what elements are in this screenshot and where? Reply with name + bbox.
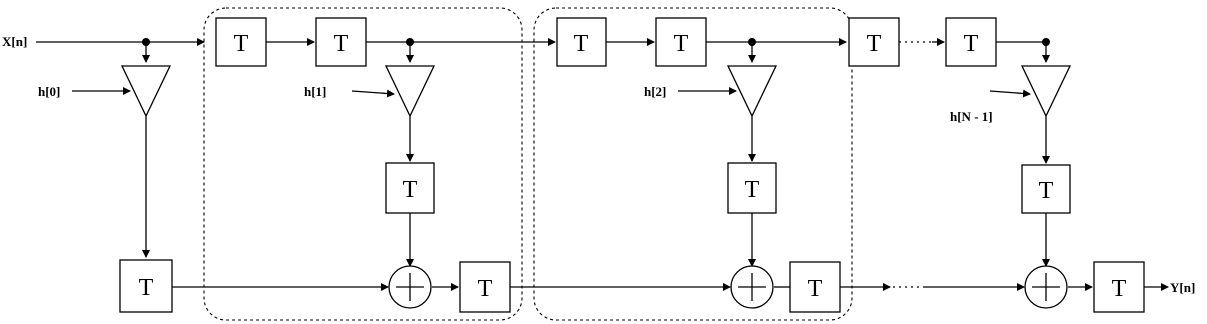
delay-label: T bbox=[477, 276, 493, 302]
delay-label: T bbox=[744, 177, 760, 203]
delay-label: T bbox=[963, 31, 979, 57]
coef-label-1: h[1] bbox=[304, 84, 327, 99]
delay-label: T bbox=[1111, 276, 1127, 302]
delay-mid-1 bbox=[386, 163, 434, 213]
delay-top-6 bbox=[946, 18, 996, 66]
delay-bottom-1 bbox=[460, 262, 510, 312]
delay-top-3 bbox=[557, 18, 606, 66]
delay-label: T bbox=[807, 276, 823, 302]
coef-label-0: h[0] bbox=[38, 84, 61, 99]
delay-label: T bbox=[866, 31, 882, 57]
multiplier-n bbox=[1022, 66, 1070, 116]
delay-label: T bbox=[138, 275, 154, 301]
multiplier-1 bbox=[386, 66, 434, 116]
input-label: X[n] bbox=[2, 34, 28, 49]
coef-wire-n bbox=[990, 91, 1030, 94]
delay-top-1 bbox=[216, 18, 266, 66]
delay-label: T bbox=[1038, 178, 1054, 204]
delay-label: T bbox=[402, 177, 418, 203]
delay-label: T bbox=[573, 31, 589, 57]
delay-top-4 bbox=[656, 18, 706, 66]
output-label: Y[n] bbox=[1170, 280, 1196, 295]
delay-label: T bbox=[333, 31, 349, 57]
delay-top-5 bbox=[849, 18, 899, 66]
coef-wire-1 bbox=[352, 91, 394, 94]
delay-mid-n bbox=[1022, 165, 1070, 213]
coef-label-2: h[2] bbox=[644, 84, 667, 99]
adder-2 bbox=[731, 266, 773, 308]
adder-n bbox=[1025, 266, 1067, 308]
delay-top-2 bbox=[316, 18, 366, 66]
delay-bottom-0 bbox=[120, 260, 172, 312]
delay-label: T bbox=[233, 31, 249, 57]
delay-bottom-n bbox=[1094, 262, 1144, 312]
delay-mid-2 bbox=[728, 163, 776, 213]
delay-label: T bbox=[673, 31, 689, 57]
coef-label-n: h[N - 1] bbox=[950, 109, 993, 124]
adder-1 bbox=[389, 266, 431, 308]
delay-bottom-2 bbox=[790, 262, 840, 312]
